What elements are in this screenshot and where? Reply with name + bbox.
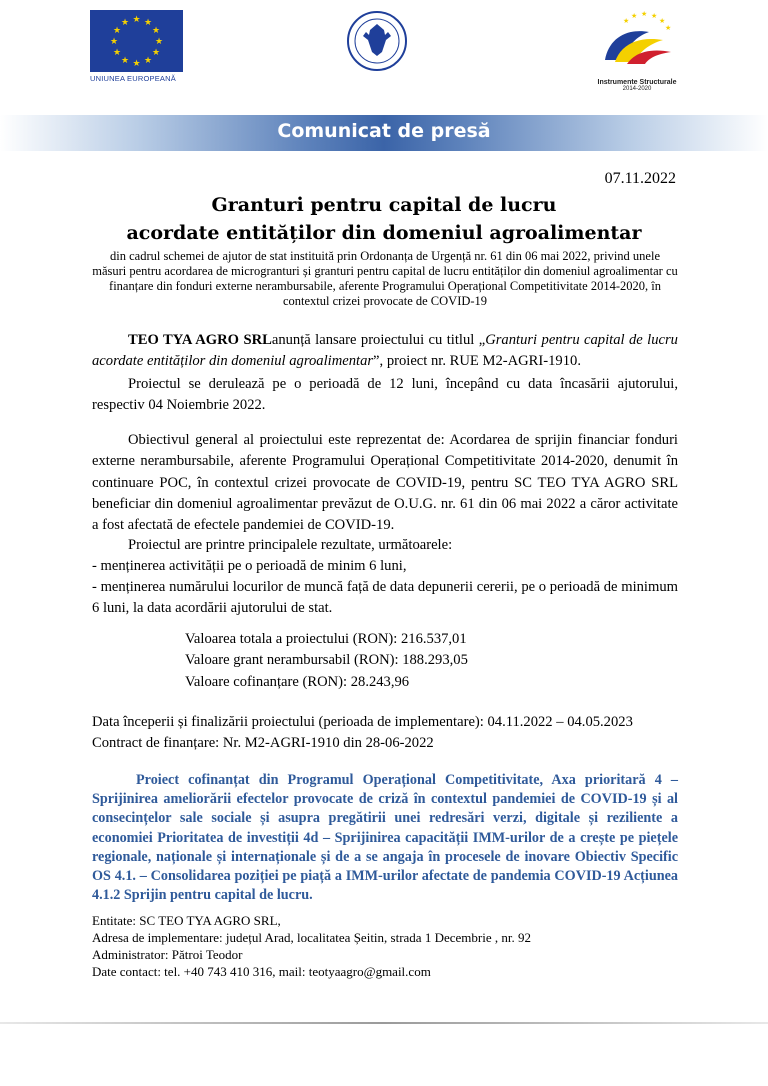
result-item: - menținerea numărului locurilor de muncă față de data depunerii cererii, pe o perioadă de minimum 6 luni, la data acordării ajutorului de stat. — [92, 579, 678, 617]
svg-text:★: ★ — [641, 10, 648, 18]
svg-text:★: ★ — [109, 36, 119, 46]
svg-text:★: ★ — [154, 36, 164, 46]
intro-text2: ”, proiect nr. RUE M2-AGRI-1910. — [373, 353, 581, 370]
contact-details: Date contact: tel. +40 743 410 316, mail: teotyaagro@gmail.com — [92, 964, 431, 979]
contract-line: Contract de finanțare: Nr. M2-AGRI-1910 din 28-06-2022 — [92, 735, 434, 751]
svg-text:★: ★ — [132, 14, 141, 24]
svg-text:★: ★ — [665, 24, 672, 32]
instrumente-structurale-logo — [597, 8, 677, 92]
objective-paragraph: Obiectivul general al proiectului este reprezentat de: Acordarea de sprijin financiar fonduri externe nerambursabile, aferente Programului Operațional Competitivitate 2014-2020, denumit în continuare POC, în contextul crizei provocate de COVID-19, pentru SC TEO TYA AGRO SRL beneficiar din domeniul agroalimentar prevăzut de O.U.G. nr. 61 din 06 mai 2022 a căror activitate a fost afectată de efectele pandemiei de COVID-19. — [92, 432, 678, 534]
svg-text:★: ★ — [623, 17, 630, 25]
value-total: Valoarea totala a proiectului (RON): 216.537,01 — [185, 631, 467, 647]
contact-block — [92, 912, 531, 980]
footer-divider — [0, 1022, 768, 1024]
cofinance-statement: Proiect cofinanțat din Programul Operațional Competitivitate, Axa prioritară 4 – Sprijinirea ameliorării efectelor provocate de criză în contextul pandemiei de COVID-19 și al consecințelor sale sociale și asupra pregătirii unei redresări verzi, digitale și reziliente a economiei Prioritatea de investiții 4d – Sprijinirea capacității IMM-urilor de a crește pe piețele regionale, naționale și internaționale și de a se angaja în procesele de inovare Obiectiv Specific OS 4.1. – Consolidarea poziției pe piață a IMM-urilor afectate de pandemia COVID-19 Acțiunea 4.1.2 Sprijin pentru capital de lucru. — [92, 772, 678, 904]
title-line1: Granturi pentru capital de lucru — [211, 194, 557, 216]
svg-text:★: ★ — [143, 17, 153, 27]
banner-title: Comunicat de presă — [277, 120, 491, 142]
svg-text:★: ★ — [112, 47, 122, 57]
contact-administrator: Administrator: Pătroi Teodor — [92, 947, 243, 962]
value-grant: Valoare grant nerambursabil (RON): 188.293,05 — [185, 652, 468, 669]
contact-entity: Entitate: SC TEO TYA AGRO SRL, — [92, 913, 281, 928]
intro-text1: anunță lansare proiectului cu titlul „ — [271, 332, 486, 348]
svg-text:★: ★ — [120, 55, 130, 65]
duration-paragraph: Proiectul se derulează pe o perioadă de 12 luni, începând cu data încasării ajutorului, respectiv 04 Noiembrie 2022. — [92, 376, 678, 414]
press-release-banner — [0, 115, 768, 151]
svg-text:★: ★ — [151, 25, 161, 35]
svg-text:★: ★ — [112, 25, 122, 35]
contact-address: Adresa de implementare: județul Arad, localitatea Șeitin, strada 1 Decembrie , nr. 92 — [92, 930, 531, 945]
is-caption-line2: 2014-2020 — [622, 86, 652, 92]
value-cofinance: Valoare cofinanțare (RON): 28.243,96 — [185, 673, 410, 690]
government-seal-icon — [346, 10, 408, 72]
results-intro: Proiectul are printre principalele rezultate, următoarele: — [128, 537, 453, 553]
svg-text:★: ★ — [631, 12, 638, 20]
instrumente-structurale-icon — [597, 8, 677, 74]
intro-paragraph — [92, 330, 678, 373]
project-title: Granturi pentru capital de lucru acordate entităților din domeniul agroalimentar — [92, 332, 678, 370]
title-line2: acordate entităților din domeniul agroalimentar — [126, 222, 642, 244]
is-caption-line1: Instrumente Structurale — [597, 79, 677, 86]
svg-text:★: ★ — [143, 55, 153, 65]
eu-logo — [90, 10, 183, 83]
svg-text:★: ★ — [132, 58, 141, 68]
project-values — [185, 629, 468, 693]
implementation-dates: Data începerii și finalizării proiectului (perioada de implementare): 04.11.2022 – 04.05.2023 — [92, 714, 633, 730]
subtitle: din cadrul schemei de ajutor de stat instituită prin Ordonanța de Urgență nr. 61 din 06 mai 2022, privind unele măsuri pentru acordarea de microgranturi și granturi pentru capital de lucru entităților din domeniul agroalimentar cu finanțare din fonduri externe nerambursabile, aferente Programului Operațional Competitivitate 2014-2020, în contextul crizei provocate de COVID-19 — [92, 249, 678, 308]
company-name: TEO TYA AGRO SRL — [128, 332, 272, 348]
svg-text:★: ★ — [120, 17, 130, 27]
eu-flag-icon — [90, 10, 183, 72]
svg-text:★: ★ — [151, 47, 161, 57]
result-item: - menținerea activității pe o perioadă de minim 6 luni, — [92, 558, 407, 574]
svg-text:★: ★ — [651, 12, 658, 20]
release-date: 07.11.2022 — [604, 170, 676, 187]
svg-text:★: ★ — [659, 17, 666, 25]
eu-caption: UNIUNEA EUROPEANĂ — [90, 74, 176, 83]
